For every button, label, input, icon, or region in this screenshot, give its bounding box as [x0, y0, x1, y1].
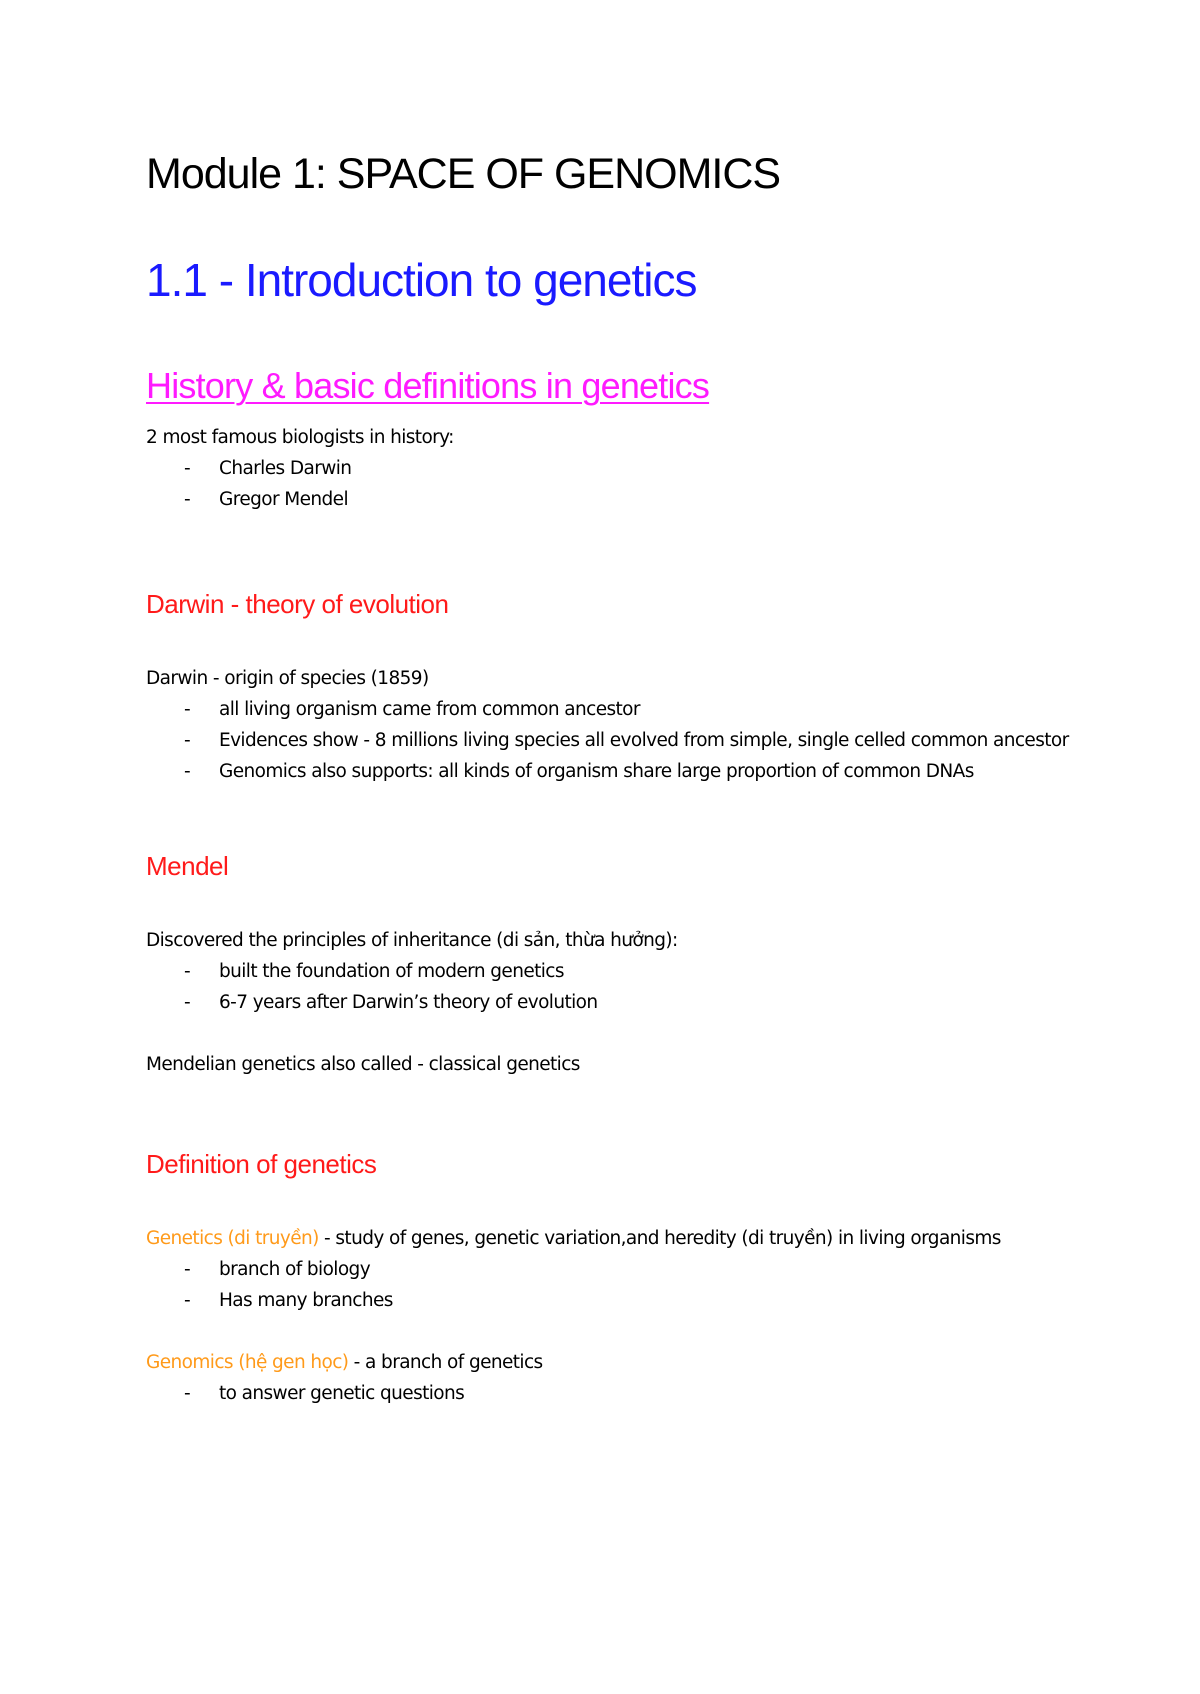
genetics-definition	[146, 1223, 1001, 1254]
darwin-heading: Darwin - theory of evolution	[146, 589, 449, 619]
bullet-dash: -	[184, 730, 191, 751]
bullet-dash: -	[184, 699, 191, 720]
list-item: - Evidences show - 8 millions living species all evolved from simple, single celled common ancestor	[146, 725, 1079, 756]
list-item: - Gregor Mendel	[146, 484, 1086, 515]
bullet-dash: -	[184, 961, 191, 982]
genomics-definition	[146, 1347, 543, 1378]
genetics-def-text: - study of genes, genetic variation,and heredity (di truyền) in living organisms	[318, 1228, 1001, 1249]
topic-title: History & basic definitions in genetics	[146, 365, 710, 406]
bullet-dash: -	[184, 458, 191, 479]
list-item: - Has many branches	[146, 1285, 1086, 1316]
genomics-term: Genomics (hệ gen học)	[146, 1352, 349, 1373]
bullet-dash: -	[184, 761, 191, 782]
biologists-intro: 2 most famous biologists in history:	[146, 427, 454, 448]
bullet-dash: -	[184, 1290, 191, 1311]
list-item: - Charles Darwin	[146, 453, 1086, 484]
list-item: - to answer genetic questions	[146, 1378, 1086, 1409]
definition-heading: Definition of genetics	[146, 1149, 377, 1179]
bullet-dash: -	[184, 1383, 191, 1404]
genetics-list	[146, 1254, 1086, 1316]
darwin-list	[146, 694, 1086, 787]
list-item: - 6-7 years after Darwin’s theory of evolution	[146, 987, 1086, 1018]
mendel-list	[146, 956, 1086, 1018]
mendel-heading: Mendel	[146, 851, 229, 881]
genomics-def-text: - a branch of genetics	[348, 1352, 543, 1373]
genetics-term: Genetics (di truyền)	[146, 1228, 319, 1249]
bullet-dash: -	[184, 489, 191, 510]
list-item: - all living organism came from common ancestor	[146, 694, 1086, 725]
mendel-intro: Discovered the principles of inheritance (di sản, thừa hưởng):	[146, 930, 678, 951]
biologists-list	[146, 453, 1086, 515]
darwin-intro: Darwin - origin of species (1859)	[146, 668, 429, 689]
module-title: Module 1: SPACE OF GENOMICS	[146, 150, 781, 198]
section-title: 1.1 - Introduction to genetics	[146, 254, 697, 306]
list-item: - Genomics also supports: all kinds of organism share large proportion of common DNAs	[146, 756, 1086, 787]
list-item: - branch of biology	[146, 1254, 1086, 1285]
genomics-list	[146, 1378, 1086, 1409]
bullet-dash: -	[184, 992, 191, 1013]
list-item: - built the foundation of modern genetics	[146, 956, 1086, 987]
mendel-note: Mendelian genetics also called - classical genetics	[146, 1054, 580, 1075]
bullet-dash: -	[184, 1259, 191, 1280]
